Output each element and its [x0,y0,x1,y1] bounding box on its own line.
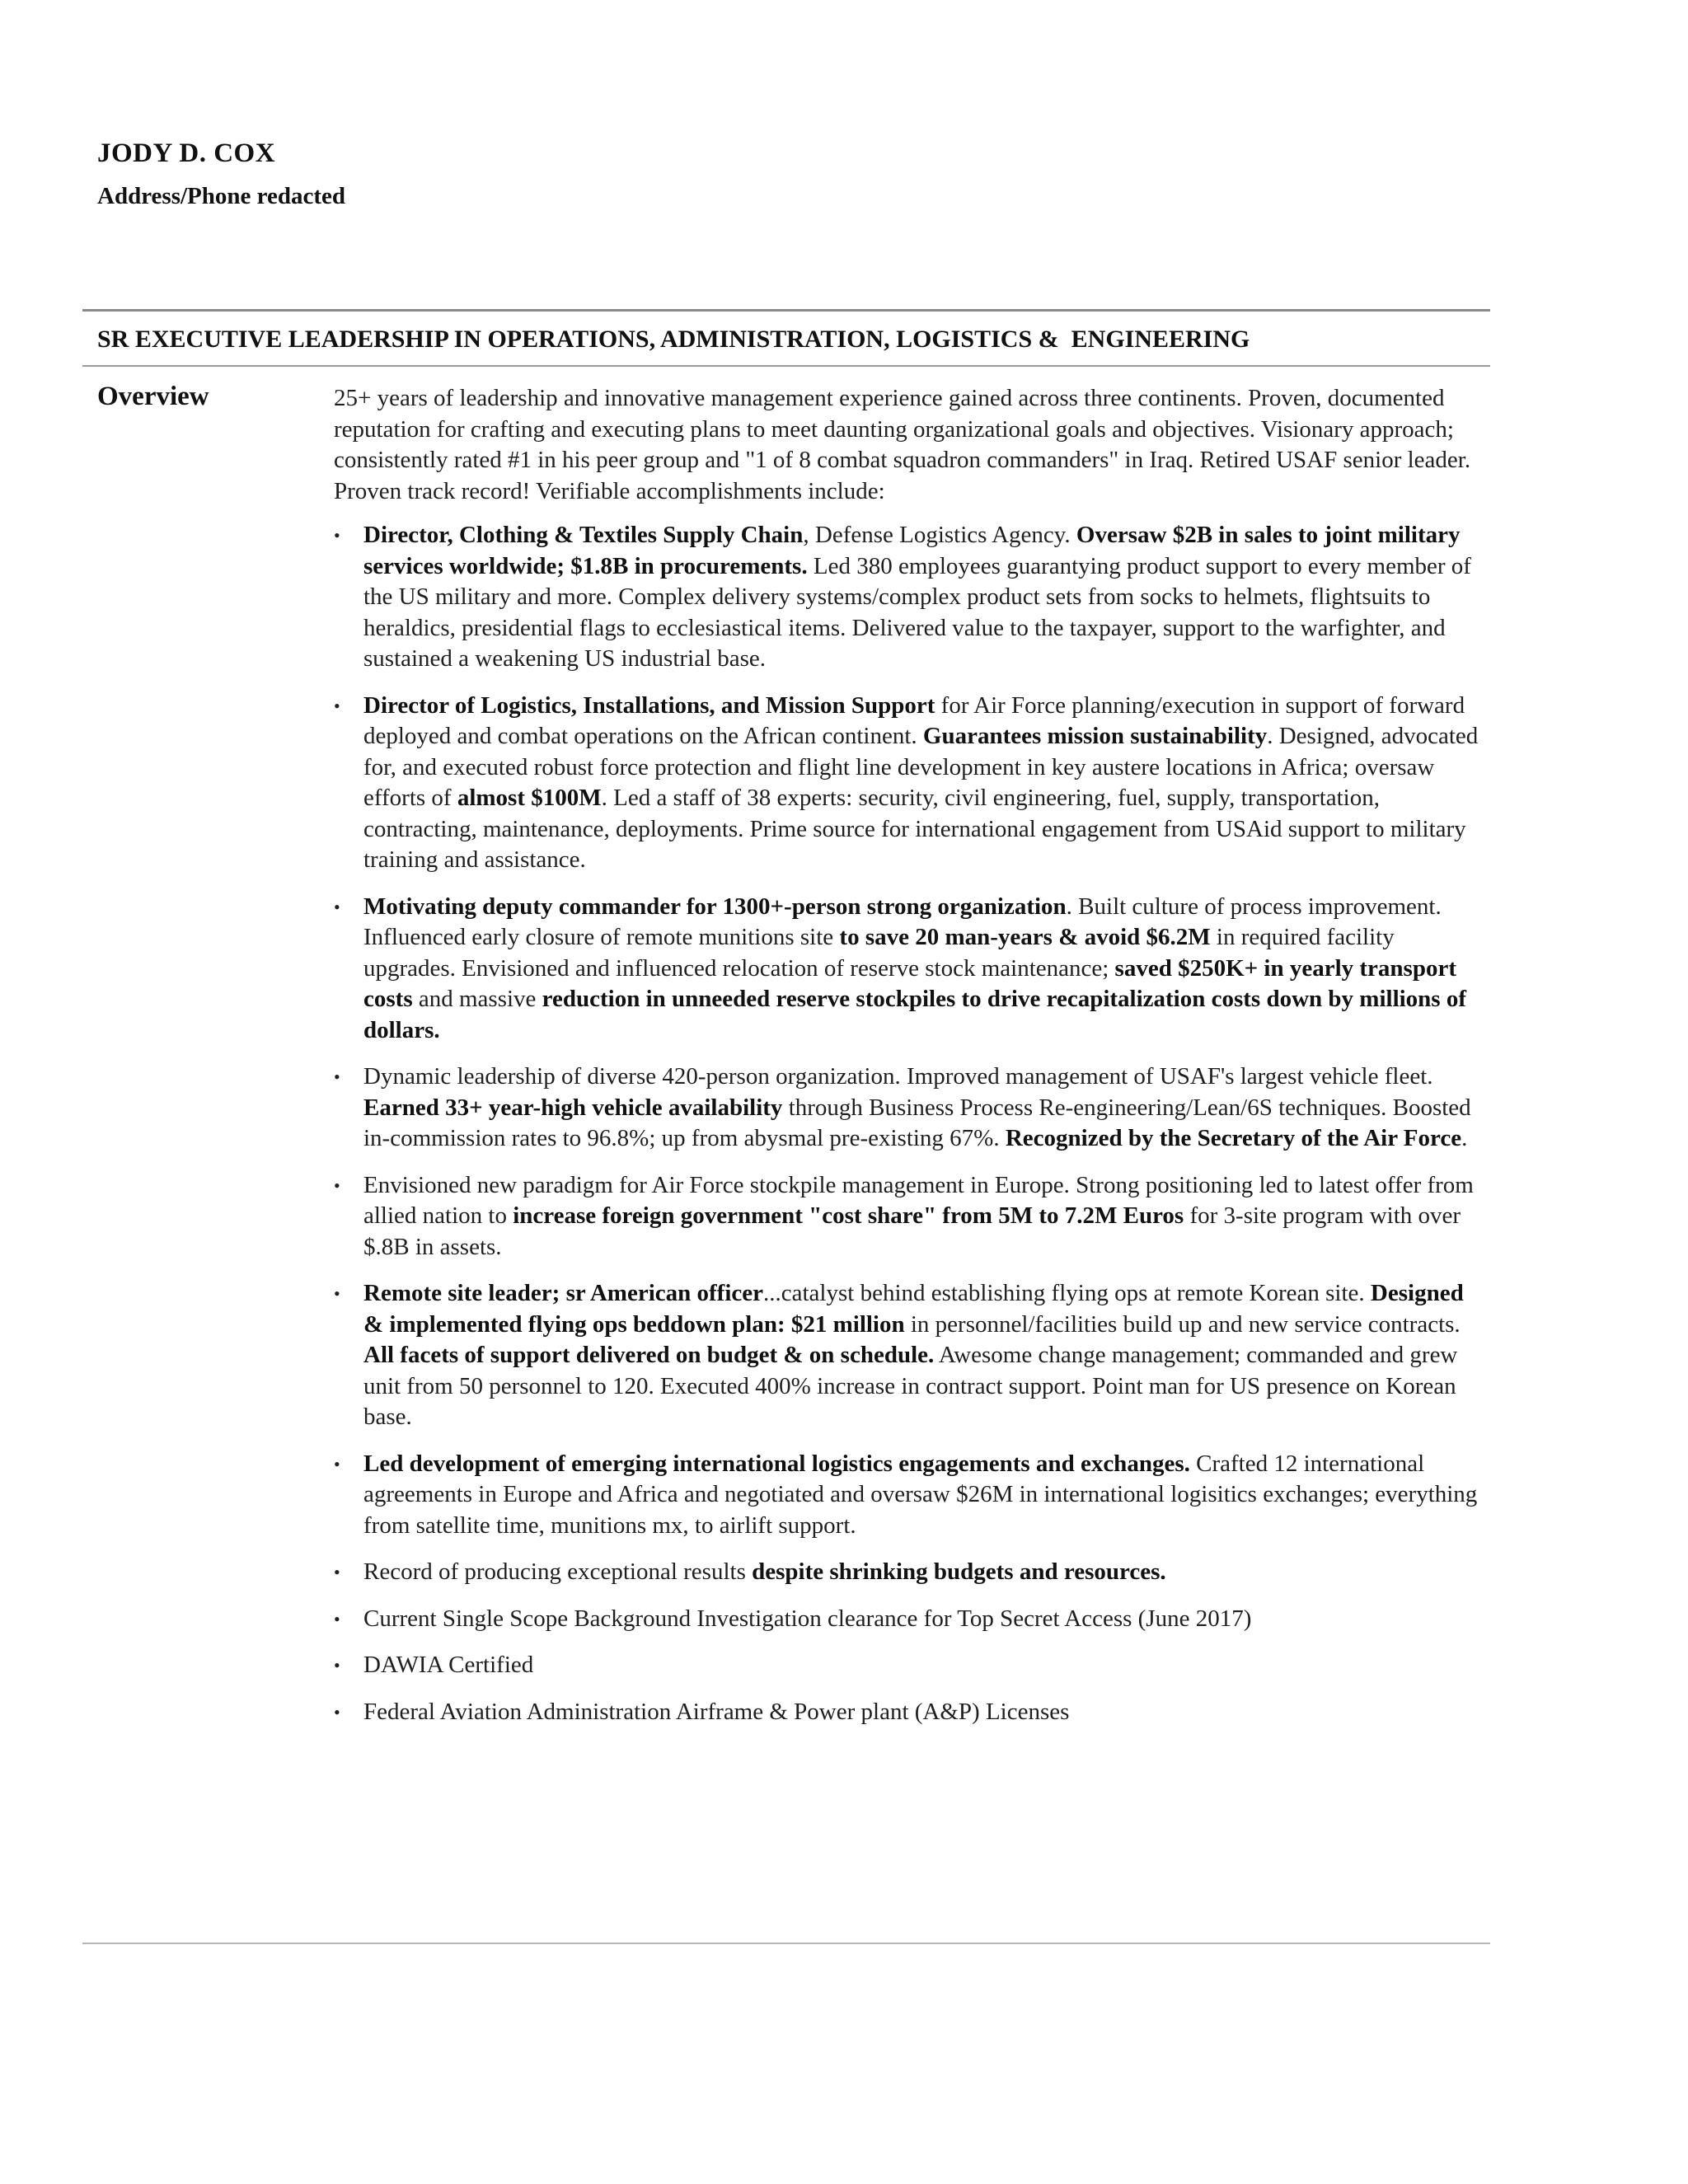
banner-divider [82,365,1490,367]
body-text: . Designed, advocated for, and executed robust force protection and flight line development in key austere locations in Africa; oversaw efforts of [363,723,1479,811]
body-text: . Built culture of process improvement. Influenced early closure of remote munitions site [363,893,1442,950]
body-text: Envisioned new paradigm for Air Force stockpile management in Europe. Strong positioning led to latest offer from allied nation to [363,1171,1474,1229]
body-text: , Defense Logistics Agency. [803,522,1076,548]
overview-intro: 25+ years of leadership and innovative management experience gained across three continents. Proven, documented reputation for crafting and executing plans to meet daunting organizational goals and objectives. Visionary approach; consistently rated #1 in his peer group and "1 of 8 combat squadron commanders" in Iraq. Retired USAF senior leader. Proven track record! Verifiable accomplishments include: [334,385,1471,504]
list-item [334,1170,1484,1263]
candidate-name: JODY D. COX [97,138,276,168]
body-text: in personnel/facilities build up and new service contracts. [904,1310,1461,1338]
body-text: Led 380 employees guarantying product support to every member of the US military and more. Complex delivery systems/complex product sets from socks to helmets, flightsuits to heraldics, presidential flags to ecclesiastical items. Delivered value to the taxpayer, support to the warfighter, and sustained a weakening US industrial base. [363,552,1471,672]
list-item [334,1557,1484,1588]
headline-banner: SR EXECUTIVE LEADERSHIP IN OPERATIONS, ADMINISTRATION, LOGISTICS & ENGINEERING [97,326,1250,353]
bullet-icon: • [334,1701,340,1722]
emphasis-text: increase foreign government "cost share" from 5M to 7.2M Euros [513,1202,1184,1229]
body-text: . [1461,1125,1468,1151]
body-text: for Air Force planning/execution in support of forward deployed and combat operations on the African continent. [363,691,1465,749]
bullet-icon: • [334,1174,340,1196]
body-text: ...catalyst behind establishing flying ops at remote Korean site. [763,1280,1371,1306]
bullet-icon: • [334,1562,340,1582]
emphasis-text: Motivating deputy commander for 1300+-person strong organization [363,893,1067,920]
list-item [334,1449,1484,1542]
emphasis-text: Oversaw $2B in sales to joint military services worldwide; $1.8B in procurements. [363,522,1461,579]
bullet-icon: • [334,1608,340,1629]
bullet-icon: • [334,1655,340,1675]
body-text: Dynamic leadership of diverse 420-person organization. Improved management of USAF's largest vehicle fleet. [363,1063,1433,1090]
body-text: Awesome change management; commanded and grew unit from 50 personnel to 120. Executed 400% increase in contract support. Point man for US presence on Korean base. [363,1342,1458,1430]
body-text: in required facility upgrades. Envisioned and influenced relocation of reserve stock maintenance; [363,924,1395,982]
section-label-overview: Overview [97,382,209,411]
emphasis-text: to save 20 man-years & avoid $6.2M [839,924,1211,950]
list-item [334,1697,1484,1728]
bullet-icon: • [334,695,340,716]
list-item [334,1062,1484,1155]
list-item [334,1650,1484,1681]
emphasis-text: despite shrinking budgets and resources. [752,1558,1166,1585]
emphasis-text: Designed & implemented flying ops beddown plan: $21 million [363,1280,1464,1338]
bullet-icon: • [334,1453,340,1474]
bullet-icon: • [334,525,340,546]
body-text: Crafted 12 international agreements in Europe and Africa and negotiated and oversaw $26M in international logisitics exchanges; everything from satellite time, munitions mx, to airlift support. [363,1450,1478,1539]
body-text: Current Single Scope Background Investigation clearance for Top Secret Access (June 2017) [363,1605,1252,1632]
bottom-divider [82,1943,1490,1944]
list-item [334,1604,1484,1635]
body-text: through Business Process Re-engineering/Lean/6S techniques. Boosted in-commission rates to 96.8%; up from abysmal pre-existing 67%. [363,1094,1471,1151]
bullet-icon: • [334,896,340,917]
body-text: Federal Aviation Administration Airframe & Power plant (A&P) Licenses [363,1698,1070,1725]
body-text: DAWIA Certified [363,1652,534,1678]
list-item [334,892,1484,1047]
body-text: Record of producing exceptional results [363,1558,753,1585]
top-divider [82,309,1490,312]
bullet-icon: • [334,1066,340,1087]
overview-section [334,383,1484,1743]
emphasis-text: Remote site leader; sr American officer [363,1280,763,1306]
emphasis-text: almost $100M [457,785,602,811]
bullet-icon: • [334,1283,340,1304]
list-item [334,1278,1484,1433]
body-text: . Led a staff of 38 experts: security, civil engineering, fuel, supply, transportation, contracting, maintenance, deployments. Prime source for international engagement from USAid support to military training and assistance. [363,785,1466,873]
emphasis-text: All facets of support delivered on budget & on schedule. [363,1342,935,1368]
emphasis-text: Guarantees mission sustainability [922,723,1268,749]
emphasis-text: Led development of emerging international logistics engagements and exchanges. [363,1450,1190,1477]
list-item [334,691,1484,876]
emphasis-text: saved $250K+ in yearly transport costs [363,954,1457,1012]
body-text: for 3-site program with over $.8B in assets. [363,1202,1461,1260]
emphasis-text: Earned 33+ year-high vehicle availability [363,1094,783,1121]
contact-info: Address/Phone redacted [97,183,346,209]
list-item [334,520,1484,675]
accomplishment-list [334,520,1484,1727]
emphasis-text: Director of Logistics, Installations, and Mission Support [363,691,935,719]
emphasis-text: Recognized by the Secretary of the Air Force [1005,1125,1462,1151]
emphasis-text: reduction in unneeded reserve stockpiles to drive recapitalization costs down by millions of dollars. [363,986,1467,1043]
emphasis-text: Director, Clothing & Textiles Supply Chain [363,522,804,548]
body-text: and massive [412,986,542,1012]
